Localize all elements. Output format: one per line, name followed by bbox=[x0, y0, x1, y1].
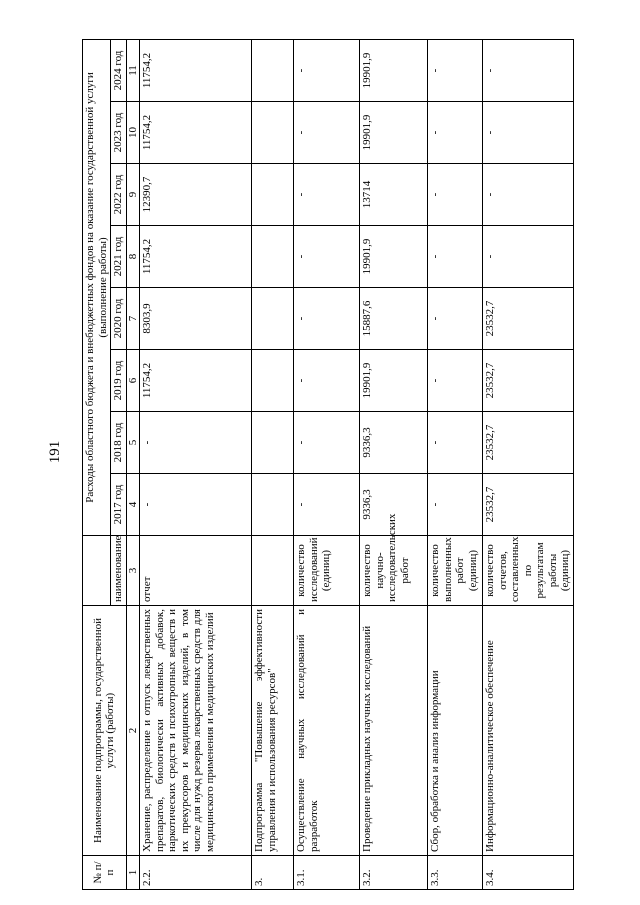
expense-value: - bbox=[428, 412, 483, 474]
table-row bbox=[252, 39, 294, 889]
table-row bbox=[483, 39, 574, 889]
expense-value: - bbox=[428, 226, 483, 288]
expense-value bbox=[252, 164, 294, 226]
column-number-row bbox=[126, 39, 140, 889]
header-year: 2020 год bbox=[111, 288, 127, 350]
row-number: 3.4. bbox=[483, 856, 574, 890]
expense-value bbox=[252, 226, 294, 288]
column-number: 4 bbox=[126, 474, 140, 536]
expense-value: 11754,2 bbox=[140, 39, 252, 101]
column-number: 5 bbox=[126, 412, 140, 474]
expense-value: - bbox=[483, 226, 574, 288]
expense-value: 15887,6 bbox=[360, 288, 428, 350]
expense-value bbox=[252, 288, 294, 350]
expense-value bbox=[252, 412, 294, 474]
expense-value: - bbox=[140, 412, 252, 474]
expense-value: - bbox=[483, 39, 574, 101]
service-name: Хранение, распределение и отпуск лекарственных препаратов, биологически активных добавок, наркотических средств и психотропных веществ и их прекурсоров и медицинских изделий, в том числе для нужд резерва лекарственных средств для медицинского применения и медицинских изделий bbox=[140, 606, 252, 856]
expense-value: 11754,2 bbox=[140, 226, 252, 288]
expense-value: - bbox=[294, 226, 360, 288]
column-number: 10 bbox=[126, 102, 140, 164]
header-year: 2018 год bbox=[111, 412, 127, 474]
column-number: 6 bbox=[126, 350, 140, 412]
indicator-name bbox=[252, 536, 294, 606]
column-number: 9 bbox=[126, 164, 140, 226]
service-name: Осуществление научных исследований и разработок bbox=[294, 606, 360, 856]
expense-value: 13714 bbox=[360, 164, 428, 226]
header-expenses: Расходы областного бюджета и внебюджетных фондов на оказание государственной услуги (выполнение работы) bbox=[83, 39, 111, 535]
expense-value bbox=[252, 474, 294, 536]
expense-value: - bbox=[428, 164, 483, 226]
row-number: 3. bbox=[252, 856, 294, 890]
expense-value: 23532,7 bbox=[483, 350, 574, 412]
service-name: Информационно-аналитическое обеспечение bbox=[483, 606, 574, 856]
expense-value: - bbox=[294, 412, 360, 474]
table-row bbox=[294, 39, 360, 889]
header-year: 2022 год bbox=[111, 164, 127, 226]
expense-value bbox=[252, 350, 294, 412]
expense-value: 19901,9 bbox=[360, 350, 428, 412]
row-number: 3.2. bbox=[360, 856, 428, 890]
expense-value bbox=[252, 102, 294, 164]
expense-value: 23532,7 bbox=[483, 474, 574, 536]
indicator-name: количество исследований (единиц) bbox=[294, 536, 360, 606]
expense-value: 9336,3 bbox=[360, 412, 428, 474]
table-row bbox=[428, 39, 483, 889]
expense-value: 8303,9 bbox=[140, 288, 252, 350]
service-name: Сбор, обработка и анализ информации bbox=[428, 606, 483, 856]
expense-value: - bbox=[294, 350, 360, 412]
expense-value: - bbox=[294, 102, 360, 164]
row-number: 3.3. bbox=[428, 856, 483, 890]
expense-value: 11754,2 bbox=[140, 350, 252, 412]
header-indicator-group bbox=[83, 536, 111, 606]
indicator-name: количество научно-исследовательских работ bbox=[360, 536, 428, 606]
expenses-table bbox=[82, 39, 574, 890]
header-year: 2024 год bbox=[111, 39, 127, 101]
table-row bbox=[360, 39, 428, 889]
header-number: № п/п bbox=[83, 856, 127, 890]
expense-value: - bbox=[294, 288, 360, 350]
header-year: 2017 год bbox=[111, 474, 127, 536]
expense-value: - bbox=[428, 39, 483, 101]
row-number: 2.2. bbox=[140, 856, 252, 890]
column-number: 1 bbox=[126, 856, 140, 890]
header-year: 2023 год bbox=[111, 102, 127, 164]
expense-value: 12390,7 bbox=[140, 164, 252, 226]
header-service-name: Наименование подпрограммы, государственной услуги (работы) bbox=[83, 606, 127, 856]
expense-value: 19901,9 bbox=[360, 102, 428, 164]
page-number: 191 bbox=[47, 440, 63, 464]
table-row bbox=[140, 39, 252, 889]
column-number: 8 bbox=[126, 226, 140, 288]
rotated-page-content bbox=[82, 30, 622, 890]
expense-value: - bbox=[428, 288, 483, 350]
expense-value: - bbox=[294, 164, 360, 226]
expense-value: 23532,7 bbox=[483, 412, 574, 474]
expense-value: - bbox=[483, 164, 574, 226]
expense-value: 23532,7 bbox=[483, 288, 574, 350]
indicator-name: количество выполненных работ (единиц) bbox=[428, 536, 483, 606]
expense-value: 9336,3 bbox=[360, 474, 428, 536]
service-name: Подпрограмма "Повышение эффективности управления и использования ресурсов" bbox=[252, 606, 294, 856]
expense-value: - bbox=[428, 350, 483, 412]
expense-value: - bbox=[140, 474, 252, 536]
column-number: 2 bbox=[126, 606, 140, 856]
indicator-name: количество отчетов, составленных по результатам работы (единиц) bbox=[483, 536, 574, 606]
header-indicator-name: наименование bbox=[111, 536, 127, 606]
column-number: 7 bbox=[126, 288, 140, 350]
header-year: 2021 год bbox=[111, 226, 127, 288]
expense-value: - bbox=[428, 102, 483, 164]
row-number: 3.1. bbox=[294, 856, 360, 890]
header-year: 2019 год bbox=[111, 350, 127, 412]
expense-value: - bbox=[294, 474, 360, 536]
expense-value bbox=[252, 39, 294, 101]
service-name: Проведение прикладных научных исследований bbox=[360, 606, 428, 856]
expense-value: 11754,2 bbox=[140, 102, 252, 164]
expense-value: - bbox=[428, 474, 483, 536]
expense-value: 19901,9 bbox=[360, 226, 428, 288]
expense-value: 19901,9 bbox=[360, 39, 428, 101]
expense-value: - bbox=[483, 102, 574, 164]
indicator-name: отчет bbox=[140, 536, 252, 606]
column-number: 3 bbox=[126, 536, 140, 606]
expense-value: - bbox=[294, 39, 360, 101]
column-number: 11 bbox=[126, 39, 140, 101]
